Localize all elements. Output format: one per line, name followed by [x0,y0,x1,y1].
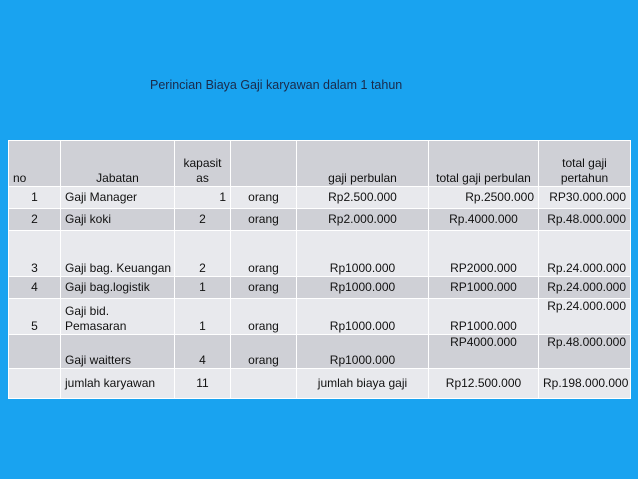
row-jabatan: Gaji bag. Keuangan [61,231,175,277]
row-no: 3 [9,231,61,277]
row-jabatan: Gaji waitters [61,335,175,369]
row-no: 2 [9,209,61,231]
row-jabatan: Gaji Manager [61,187,175,209]
row-satuan: orang [231,231,297,277]
row-kapasitas: 2 [175,209,231,231]
row-no: 4 [9,277,61,299]
header-kapasitas-line1: kapasit [183,156,222,170]
row-total-tahun: Rp.48.000.000 [539,335,631,369]
row-satuan: orang [231,187,297,209]
header-no: no [9,141,61,187]
row-total-tahun: Rp.48.000.000 [539,209,631,231]
footer-total-bulan: Rp12.500.000 [429,369,539,399]
header-total-pertahun-line2: pertahun [560,171,609,185]
row-kapasitas: 4 [175,335,231,369]
row-no: 1 [9,187,61,209]
header-kapasitas-line2: as [196,171,209,185]
row-kapasitas: 1 [175,277,231,299]
row-satuan: orang [231,299,297,335]
salary-table-container [8,140,630,399]
row-jabatan: Gaji koki [61,209,175,231]
row-gaji: Rp1000.000 [297,277,429,299]
row-gaji: Rp1000.000 [297,231,429,277]
footer-label: jumlah karyawan [61,369,175,399]
page-title: Perincian Biaya Gaji karyawan dalam 1 tahun [150,78,403,92]
header-row [9,141,631,187]
table-row [9,335,631,369]
row-no: 5 [9,299,61,335]
row-satuan: orang [231,277,297,299]
row-total-bulan: Rp.2500.000 [429,187,539,209]
row-total-bulan: RP1000.000 [429,277,539,299]
row-gaji: Rp1000.000 [297,299,429,335]
row-total-bulan: RP4000.000 [429,335,539,369]
header-gaji-perbulan: gaji perbulan [297,141,429,187]
row-kapasitas: 1 [175,187,231,209]
row-total-bulan: Rp.4000.000 [429,209,539,231]
footer-row [9,369,631,399]
header-total-perbulan: total gaji perbulan [429,141,539,187]
table-row [9,277,631,299]
header-total-pertahun-line1: total gaji [562,156,607,170]
footer-satuan-empty [231,369,297,399]
salary-table [8,140,631,399]
row-jabatan-line2: Pemasaran [65,319,127,333]
row-jabatan-line1: Gaji bid. [65,304,110,318]
row-total-bulan: RP2000.000 [429,231,539,277]
row-satuan: orang [231,335,297,369]
table-row [9,231,631,277]
row-total-tahun: RP30.000.000 [539,187,631,209]
row-jabatan: Gaji bag.logistik [61,277,175,299]
header-kapasitas [175,141,231,187]
row-gaji: Rp1000.000 [297,335,429,369]
header-total-pertahun [539,141,631,187]
row-gaji: Rp2.000.000 [297,209,429,231]
row-total-tahun: Rp.24.000.000 [539,277,631,299]
row-no [9,335,61,369]
table-row [9,187,631,209]
row-total-tahun: Rp.24.000.000 [539,299,631,335]
header-jabatan: Jabatan [61,141,175,187]
row-satuan: orang [231,209,297,231]
table-row [9,299,631,335]
row-total-bulan: RP1000.000 [429,299,539,335]
footer-gaji-label: jumlah biaya gaji [297,369,429,399]
row-kapasitas: 2 [175,231,231,277]
footer-empty [9,369,61,399]
row-jabatan [61,299,175,335]
table-row [9,209,631,231]
footer-kapasitas: 11 [175,369,231,399]
row-kapasitas: 1 [175,299,231,335]
row-gaji: Rp2.500.000 [297,187,429,209]
footer-total-tahun: Rp.198.000.000 [539,369,631,399]
row-total-tahun: Rp.24.000.000 [539,231,631,277]
header-satuan [231,141,297,187]
